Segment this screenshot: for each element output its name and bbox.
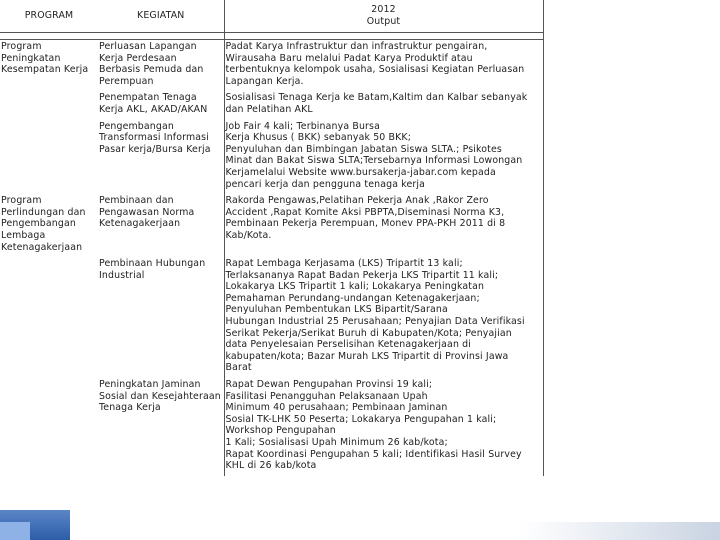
- program-cell-empty: [0, 378, 98, 476]
- kegiatan-cell: Pembinaan dan Pengawasan Norma Ketenagakerjaan: [99, 195, 195, 230]
- kegiatan-cell: Pengembangan Transformasi Informasi Pasar kerja/Bursa Kerja: [99, 120, 211, 155]
- kegiatan-cell: Peningkatan Jaminan Sosial dan Kesejahteraan Tenaga Kerja: [99, 379, 221, 414]
- header-year-output: [224, 0, 543, 33]
- table-row: [0, 378, 543, 476]
- header-kegiatan: KEGIATAN: [98, 0, 224, 33]
- table-row: [0, 194, 543, 257]
- program-cell: Program Peningkatan Kesempatan Kerja: [1, 41, 89, 76]
- output-cell: Rapat Lembaga Kerjasama (LKS) Tripartit 13 kali; Terlaksananya Rapat Badan Pekerja LKS Tripartit 11 kali; Lokakarya LKS Tripartit 1 kali; Lokakarya Peningkatan Pemahaman Perundang-undangan Ketenagakerjaan; Penyuluhan Pembentukan LKS Bipartit/Sarana Hubungan Industrial 25 Perusahaan; Penyajian Data Verifikasi Serikat Pekerja/Serikat Buruh di Kabupaten/Kota; Penyajian data Penyelesaian Perselisihan Ketenagakerjaan di kabupaten/kota; Bazar Murah LKS Tripartit di Provinsi Jawa Barat: [224, 257, 543, 378]
- header-spacer: [0, 33, 543, 40]
- table-row: [0, 257, 543, 378]
- program-cell-empty: [0, 257, 98, 378]
- output-cell: Sosialisasi Tenaga Kerja ke Batam,Kaltim dan Kalbar sebanyak dan Pelatihan AKL: [224, 91, 543, 119]
- program-cell: Program Perlindungan dan Pengembangan Lembaga Ketenagakerjaan: [1, 195, 86, 253]
- output-cell: Padat Karya Infrastruktur dan infrastruktur pengairan, Wirausaha Baru melalui Padat Karya Produktif atau terbentuknya kelompok usaha, Sosialisasi Kegiatan Perluasan Lapangan Kerja.: [224, 40, 543, 92]
- output-cell: Job Fair 4 kali; Terbinanya Bursa Kerja Khusus ( BKK) sebanyak 50 BKK; Penyuluhan dan Bimbingan Jabatan Siswa SLTA.; Psikotes Minat dan Bakat Siswa SLTA;Tersebarnya Informasi Lowongan Kerjamelalui Website www.bursakerja-jabar.com kepada pencari kerja dan pengguna tenaga kerja: [224, 120, 543, 195]
- output-cell: Rapat Dewan Pengupahan Provinsi 19 kali; Fasilitasi Penangguhan Pelaksanaan Upah Minimum 40 perusahaan; Pembinaan Jaminan Sosial TK-LHK 50 Peserta; Lokakarya Pengupahan 1 kali; Workshop Pengupahan 1 Kali; Sosialisasi Upah Minimum 26 kab/kota; Rapat Koordinasi Pengupahan 5 kali; Identifikasi Hasil Survey KHL di 26 kab/kota: [224, 378, 543, 476]
- kegiatan-cell: Perluasan Lapangan Kerja Perdesaan Berbasis Pemuda dan Perempuan: [99, 41, 204, 87]
- header-year: 2012: [371, 4, 396, 15]
- background-right-band: [543, 0, 720, 540]
- kegiatan-cell: Penempatan Tenaga Kerja AKL, AKAD/AKAN: [99, 92, 208, 115]
- decorative-light-blue-block: [0, 522, 30, 540]
- decorative-gray-gradient: [520, 522, 720, 540]
- header-output: Output: [366, 16, 401, 27]
- output-cell: Rakorda Pengawas,Pelatihan Pekerja Anak ,Rakor Zero Accident ,Rapat Komite Aksi PBPTA,Diseminasi Norma K3, Pembinaan Pekerja Perempuan, Monev PPA-PKH 2011 di 8 Kab/Kota.: [224, 194, 543, 257]
- table-header-row: [0, 0, 543, 33]
- kegiatan-cell: Pembinaan Hubungan Industrial: [99, 258, 206, 281]
- header-program: PROGRAM: [0, 0, 98, 33]
- table-row: [0, 40, 543, 92]
